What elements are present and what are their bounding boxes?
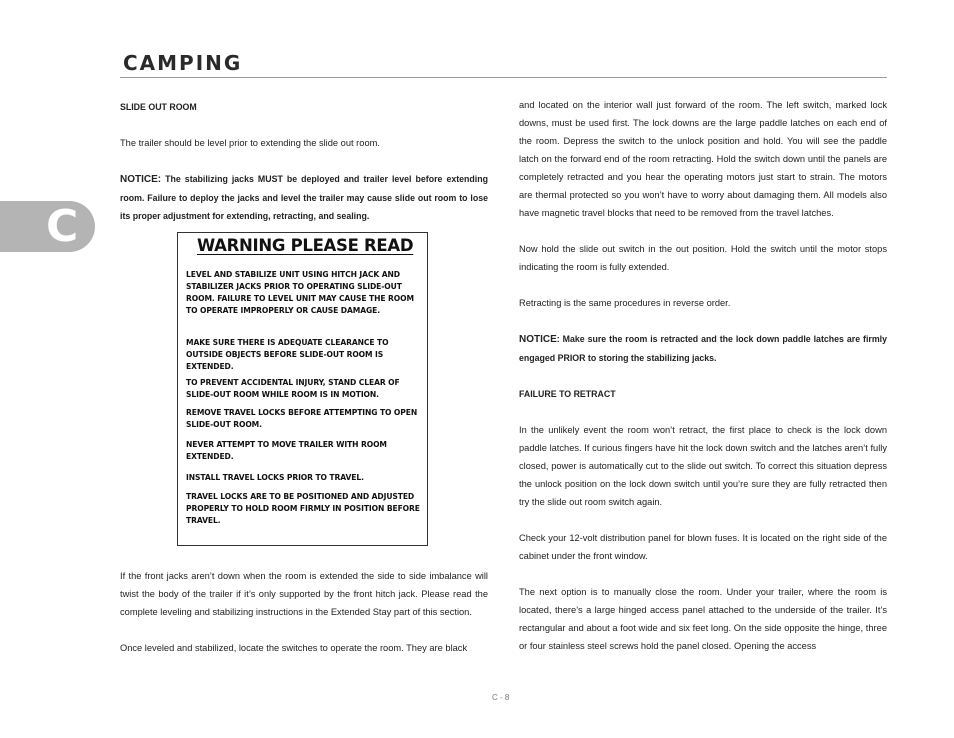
notice-paragraph (120, 170, 488, 225)
switches-paragraph: Once leveled and stabilized, locate the switches to operate the room. They are black (120, 643, 468, 653)
warning-box (177, 232, 428, 546)
header-rule (120, 77, 887, 78)
failure-heading: FAILURE TO RETRACT (519, 389, 616, 399)
notice-paragraph-right (519, 330, 887, 367)
notice-label: NOTICE (519, 334, 557, 345)
notice-text: The stabilizing jacks MUST be deployed and trailer level before extending room. Failure to deploy the jacks and level the trailer may cause slide out room to lose its proper adjustment for extending, retracting, and sealing. (120, 174, 488, 221)
intro-paragraph: The trailer should be level prior to extending the slide out room. (120, 138, 380, 148)
warning-item: TO PREVENT ACCIDENTAL INJURY, STAND CLEAR OF SLIDE-OUT ROOM WHILE ROOM IS IN MOTION. (186, 378, 400, 399)
warning-title: WARNING PLEASE READ (197, 236, 414, 255)
manual-close-paragraph: The next option is to manually close the room. Under your trailer, where the room is located, there’s a large hinged access panel attached to the underside of the trailer. It’s rectangular and about a foot wide and six feet long. On the side opposite the hinge, three or four stainless steel screws hold the panel closed. Opening the access (519, 587, 887, 651)
fuses-paragraph: Check your 12-volt distribution panel for blown fuses. It is located on the right side of the cabinet under the front window. (519, 533, 887, 561)
extend-paragraph: Now hold the slide out switch in the out position. Hold the switch until the motor stops indicating the room is fully extended. (519, 244, 887, 272)
section-heading: SLIDE OUT ROOM (120, 102, 197, 112)
failure-paragraph: In the unlikely event the room won’t retract, the first place to check is the lock down paddle latches. If curious fingers have hit the lock down switch and the latches aren’t fully closed, power is automatically cut to the slide out switch. To correct this situation depress the unlock position on the lock down switch until you’re sure they are fully retracted then try the slide out room switch again. (519, 425, 887, 507)
retract-paragraph: Retracting is the same procedures in reverse order. (519, 298, 731, 308)
page-header-title: CAMPING (123, 51, 243, 75)
left-column-lower (120, 567, 488, 657)
notice-text: : Make sure the room is retracted and the lock down paddle latches are firmly engaged PRIOR to storing the stabilizing jacks. (519, 334, 887, 363)
section-tab (0, 201, 95, 252)
warning-item: INSTALL TRAVEL LOCKS PRIOR TO TRAVEL. (186, 473, 364, 482)
left-column (120, 98, 488, 225)
right-column (519, 96, 887, 655)
warning-item: REMOVE TRAVEL LOCKS BEFORE ATTEMPTING TO OPEN SLIDE-OUT ROOM. (186, 408, 418, 429)
lock-downs-paragraph: and located on the interior wall just forward of the room. The left switch, marked lock downs, must be used first. The lock downs are the large paddle latches on each end of the room. Depress the switch to the unlock position and hold. You will see the paddle latch on the forward end of the room retracting. Hold the switch down until the panels are completely retracted and you hear the operating motors just start to strain. The motors are thermal protected so you won’t have to worry about damaging them. All models also have magnetic travel blocks that need to be removed from the travel latches. (519, 100, 887, 218)
front-jacks-paragraph: If the front jacks aren’t down when the room is extended the side to side imbalance will twist the body of the trailer if it’s only supported by the front hitch jack. Please read the complete leveling and stabilizing instructions in the Extended Stay part of this section. (120, 571, 488, 617)
warning-item: TRAVEL LOCKS ARE TO BE POSITIONED AND ADJUSTED PROPERLY TO HOLD ROOM FIRMLY IN POSITION BEFORE TRAVEL. (186, 492, 420, 525)
notice-label: NOTICE: (120, 174, 162, 185)
warning-item: MAKE SURE THERE IS ADEQUATE CLEARANCE TO OUTSIDE OBJECTS BEFORE SLIDE-OUT ROOM IS EXTENDED. (186, 338, 389, 371)
section-tab-letter: C (46, 201, 79, 252)
warning-item: LEVEL AND STABILIZE UNIT USING HITCH JACK AND STABILIZER JACKS PRIOR TO OPERATING SLIDE-OUT ROOM. FAILURE TO LEVEL UNIT MAY CAUSE THE ROOM TO OPERATE IMPROPERLY OR CAUSE DAMAGE. (186, 270, 414, 315)
warning-item: NEVER ATTEMPT TO MOVE TRAILER WITH ROOM EXTENDED. (186, 440, 387, 461)
page-number: C - 8 (492, 693, 510, 702)
